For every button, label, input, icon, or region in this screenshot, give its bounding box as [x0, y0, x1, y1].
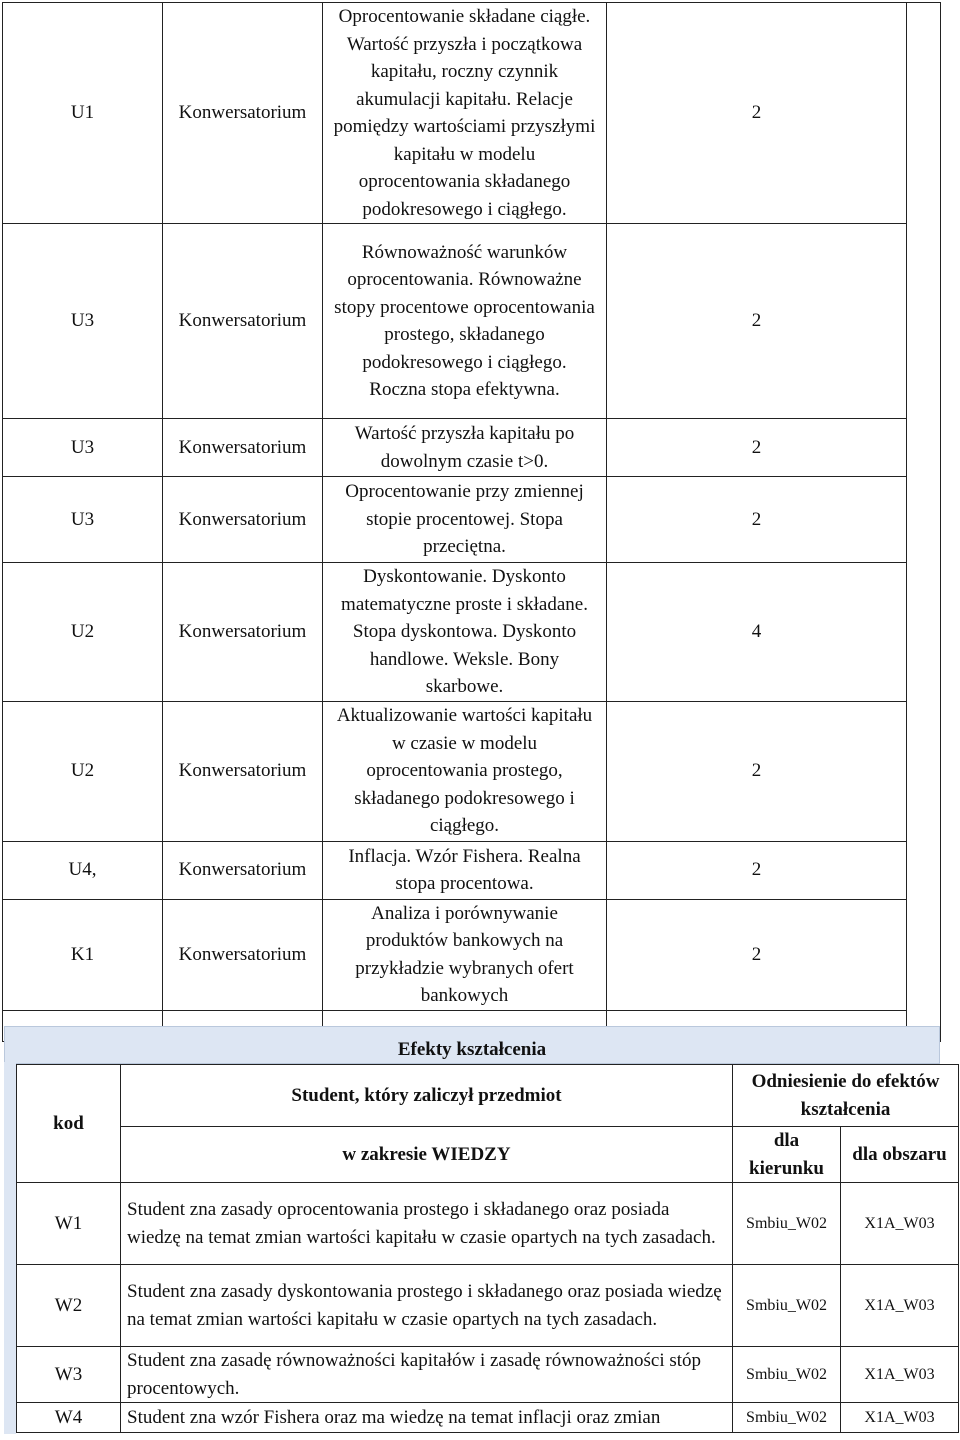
outcomes-header-bar [4, 1026, 940, 1064]
empty-cell [907, 3, 941, 1042]
outcome-text: Student zna wzór Fishera oraz ma wiedzę na temat inflacji oraz zmian [121, 1403, 733, 1433]
class-hours: 2 [607, 419, 907, 477]
table-row [3, 841, 941, 899]
outcome-field-ref: Smbiu_W02 [733, 1265, 841, 1347]
outcomes-header-row [17, 1065, 959, 1127]
outcome-text: Student zna zasadę równoważności kapitałów i zasadę równoważności stóp procentowych. [121, 1347, 733, 1403]
outcomes-side-bar [4, 1062, 16, 1434]
class-hours: 2 [607, 841, 907, 899]
class-form: Konwersatorium [163, 701, 323, 841]
outcome-field-ref: Smbiu_W02 [733, 1183, 841, 1265]
class-form: Konwersatorium [163, 3, 323, 224]
class-topic: Dyskontowanie. Dyskonto matematyczne proste i składane. Stopa dyskontowa. Dyskonto handlowe. Weksle. Bony skarbowe. [323, 563, 607, 702]
class-topic: Analiza i porównywanie produktów bankowych na przykładzie wybranych ofert bankowych [323, 899, 607, 1010]
class-code: U3 [3, 224, 163, 419]
class-hours: 2 [607, 701, 907, 841]
outcome-code: W4 [17, 1403, 121, 1433]
class-topic: Oprocentowanie przy zmiennej stopie procentowej. Stopa przeciętna. [323, 477, 607, 563]
class-form: Konwersatorium [163, 419, 323, 477]
outcome-code: W1 [17, 1183, 121, 1265]
outcome-field-ref: Smbiu_W02 [733, 1347, 841, 1403]
field-header: dla kierunku [733, 1127, 841, 1183]
outcome-code: W2 [17, 1265, 121, 1347]
class-topic: Równoważność warunków oprocentowania. Równoważne stopy procentowe oprocentowania prostego, składanego podokresowego i ciągłego. Roczna stopa efektywna. [323, 224, 607, 419]
table-row [3, 419, 941, 477]
class-code: U3 [3, 477, 163, 563]
class-hours: 4 [607, 563, 907, 702]
outcome-area-ref: X1A_W03 [841, 1403, 959, 1433]
table-row [3, 224, 941, 419]
outcome-row [17, 1347, 959, 1403]
class-code: U2 [3, 563, 163, 702]
class-form: Konwersatorium [163, 899, 323, 1010]
outcome-area-ref: X1A_W03 [841, 1265, 959, 1347]
class-topic: Wartość przyszła kapitału po dowolnym czasie t>0. [323, 419, 607, 477]
class-topic: Inflacja. Wzór Fishera. Realna stopa procentowa. [323, 841, 607, 899]
class-hours: 2 [607, 899, 907, 1010]
class-topic: Oprocentowanie składane ciągłe. Wartość przyszła i początkowa kapitału, roczny czynnik akumulacji kapitału. Relacje pomiędzy wartościami przyszłymi kapitału w modelu oprocentowania składanego podokresowego i ciągłego. [323, 3, 607, 224]
schedule-table [2, 2, 941, 1042]
outcome-code: W3 [17, 1347, 121, 1403]
class-hours: 2 [607, 477, 907, 563]
class-topic: Aktualizowanie wartości kapitału w czasie w modelu oprocentowania prostego, składanego podokresowego i ciągłego. [323, 701, 607, 841]
outcome-row [17, 1265, 959, 1347]
class-form: Konwersatorium [163, 563, 323, 702]
table-row [3, 563, 941, 702]
outcome-area-ref: X1A_W03 [841, 1183, 959, 1265]
table-row [3, 701, 941, 841]
class-code: U3 [3, 419, 163, 477]
class-code: U1 [3, 3, 163, 224]
outcomes-title: Efekty kształcenia [397, 1039, 547, 1060]
student-header: Student, który zaliczył przedmiot [121, 1065, 733, 1127]
outcomes-table [16, 1064, 959, 1433]
outcome-row [17, 1183, 959, 1265]
class-hours: 2 [607, 3, 907, 224]
class-form: Konwersatorium [163, 841, 323, 899]
class-code: K1 [3, 899, 163, 1010]
scope-header: w zakresie WIEDZY [121, 1127, 733, 1183]
table-row [3, 3, 941, 224]
table-row [3, 477, 941, 563]
class-hours: 2 [607, 224, 907, 419]
table-row [3, 899, 941, 1010]
outcome-text: Student zna zasady oprocentowania prostego i składanego oraz posiada wiedzę na temat zmian wartości kapitału w czasie opartych na tych zasadach. [121, 1183, 733, 1265]
reference-header: Odniesienie do efektów kształcenia [733, 1065, 959, 1127]
class-form: Konwersatorium [163, 224, 323, 419]
code-header: kod [17, 1065, 121, 1183]
class-form: Konwersatorium [163, 477, 323, 563]
class-code: U2 [3, 701, 163, 841]
class-code: U4, [3, 841, 163, 899]
outcomes-subheader-row [17, 1127, 959, 1183]
outcome-row [17, 1403, 959, 1433]
outcome-area-ref: X1A_W03 [841, 1347, 959, 1403]
outcome-field-ref: Smbiu_W02 [733, 1403, 841, 1433]
area-header: dla obszaru [841, 1127, 959, 1183]
outcome-text: Student zna zasady dyskontowania prostego i składanego oraz posiada wiedzę na temat zmian wartości kapitału w czasie opartych na tych zasadach. [121, 1265, 733, 1347]
